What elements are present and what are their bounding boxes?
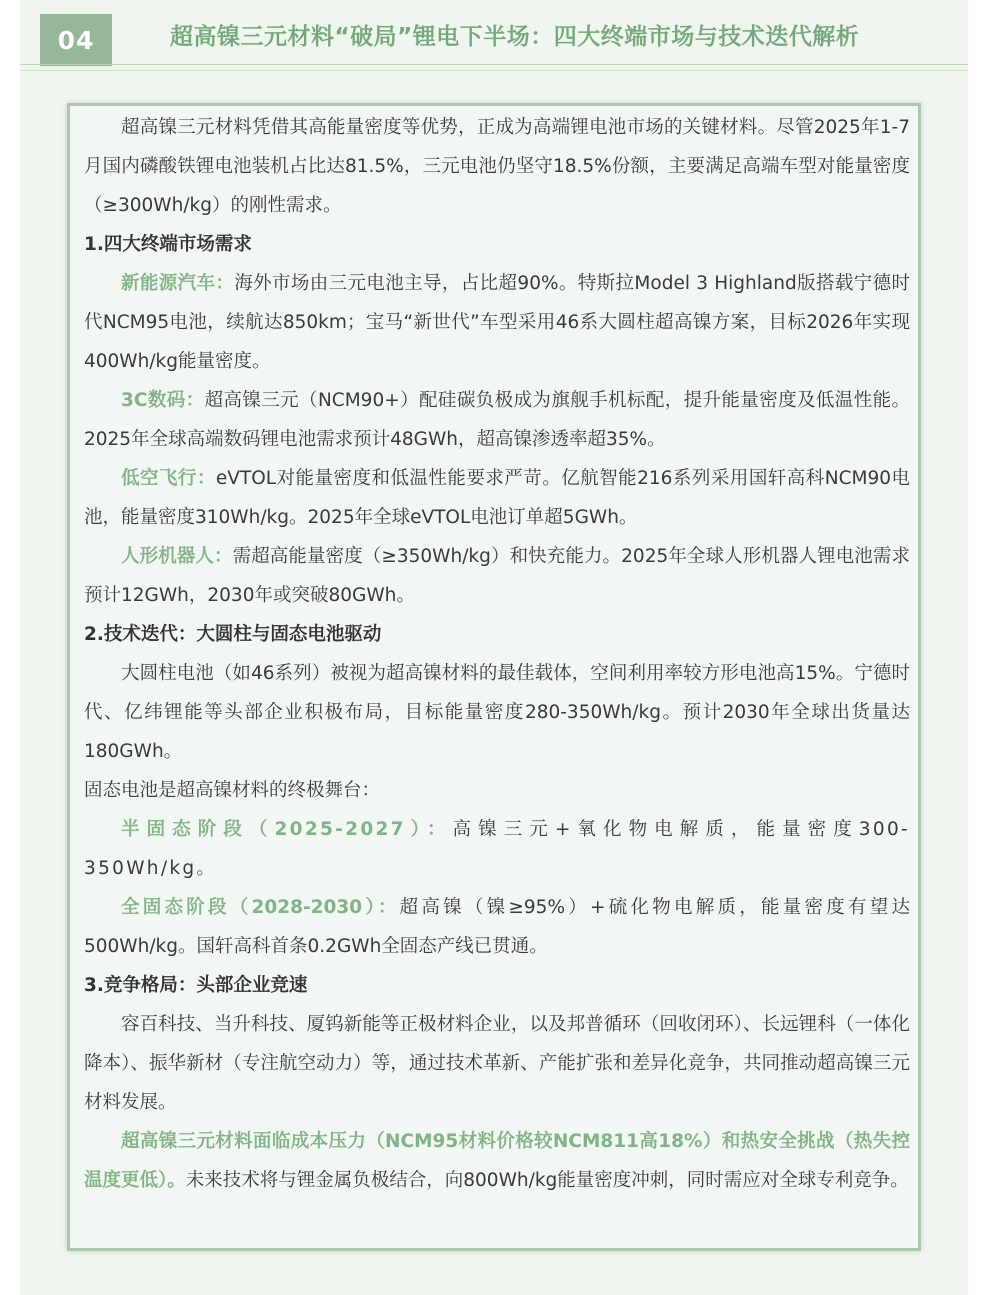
- stage-text: 高镍三元+氧化物电解质，能量密度300-350Wh/kg。: [84, 819, 910, 879]
- challenge-highlight: 超高镍三元材料面临成本压力（NCM95材料价格较NCM811高18%）和热安全挑战（热失控温度更低）。: [84, 1131, 910, 1191]
- intro-paragraph: 超高镍三元材料凭借其高能量密度等优势，正成为高端锂电池市场的关键材料。尽管2025年1-7月国内磷酸铁锂电池装机占比达81.5%，三元电池仍坚守18.5%份额，主要满足高端车型对能量密度（≥300Wh/kg）的刚性需求。: [84, 117, 910, 216]
- market-text: 超高镍三元（NCM90+）配硅碳负极成为旗舰手机标配，提升能量密度及低温性能。2025年全球高端数码锂电池需求预计48GWh，超高镍渗透率超35%。: [84, 390, 911, 450]
- market-item-low-altitude: [84, 459, 910, 537]
- page-background: [20, 0, 968, 1295]
- header-divider-secondary: [20, 70, 968, 71]
- stage-text: 超高镍（镍≥95%）+硫化物电解质，能量密度有望达500Wh/kg。国轩高科首条0.2GWh全固态产线已贯通。: [84, 897, 910, 957]
- competition-paragraph: 容百科技、当升科技、厦钨新能等正极材料企业，以及邦普循环（回收闭环）、长远锂科（一体化降本）、振华新材（专注航空动力）等，通过技术革新、产能扩张和差异化竞争，共同推动超高镍三元材料发展。: [84, 1014, 910, 1113]
- market-label: 新能源汽车：: [121, 273, 235, 294]
- large-cylinder-paragraph: 大圆柱电池（如46系列）被视为超高镍材料的最佳载体，空间利用率较方形电池高15%。宁德时代、亿纬锂能等头部企业积极布局，目标能量密度280-350Wh/kg。预计2030年全球出货量达180GWh。: [84, 663, 910, 762]
- market-item-robot: [84, 537, 910, 615]
- market-text: 需超高能量密度（≥350Wh/kg）和快充能力。2025年全球人形机器人锂电池需求预计12GWh，2030年或突破80GWh。: [84, 546, 910, 606]
- section-heading-tech: 2.技术迭代：大圆柱与固态电池驱动: [84, 624, 382, 645]
- page-title: 超高镍三元材料“破局”锂电下半场：四大终端市场与技术迭代解析: [170, 24, 860, 50]
- article-body: [84, 108, 910, 1200]
- market-label: 3C数码：: [121, 390, 205, 411]
- stage-label: 全固态阶段（2028-2030）：: [121, 897, 400, 918]
- challenge-paragraph: [84, 1122, 910, 1200]
- market-item-3c: [84, 381, 910, 459]
- solid-state-intro: 固态电池是超高镍材料的终极舞台：: [84, 780, 381, 801]
- market-label: 低空飞行：: [121, 468, 216, 489]
- content-card: [67, 103, 921, 1251]
- section-heading-competition: 3.竞争格局：头部企业竞速: [84, 975, 308, 996]
- section-heading-markets: 1.四大终端市场需求: [84, 234, 252, 255]
- market-text: eVTOL对能量密度和低温性能要求严苛。亿航智能216系列采用国轩高科NCM90电池，能量密度310Wh/kg。2025年全球eVTOL电池订单超5GWh。: [84, 468, 910, 528]
- section-header: [20, 0, 968, 80]
- market-label: 人形机器人：: [121, 546, 233, 567]
- market-text: 海外市场由三元电池主导，占比超90%。特斯拉Model 3 Highland版搭载宁德时代NCM95电池，续航达850km；宝马“新世代”车型采用46系大圆柱超高镍方案，目标2026年实现400Wh/kg能量密度。: [84, 273, 910, 372]
- stage-semi-solid: [84, 810, 910, 888]
- header-divider: [20, 64, 968, 65]
- stage-all-solid: [84, 888, 910, 966]
- market-item-ev: [84, 264, 910, 381]
- section-number-badge: 04: [40, 14, 112, 66]
- stage-label: 半固态阶段（2025-2027）：: [121, 819, 453, 840]
- conclusion-text: 未来技术将与锂金属负极结合，向800Wh/kg能量密度冲刺，同时需应对全球专利竞争。: [185, 1170, 909, 1191]
